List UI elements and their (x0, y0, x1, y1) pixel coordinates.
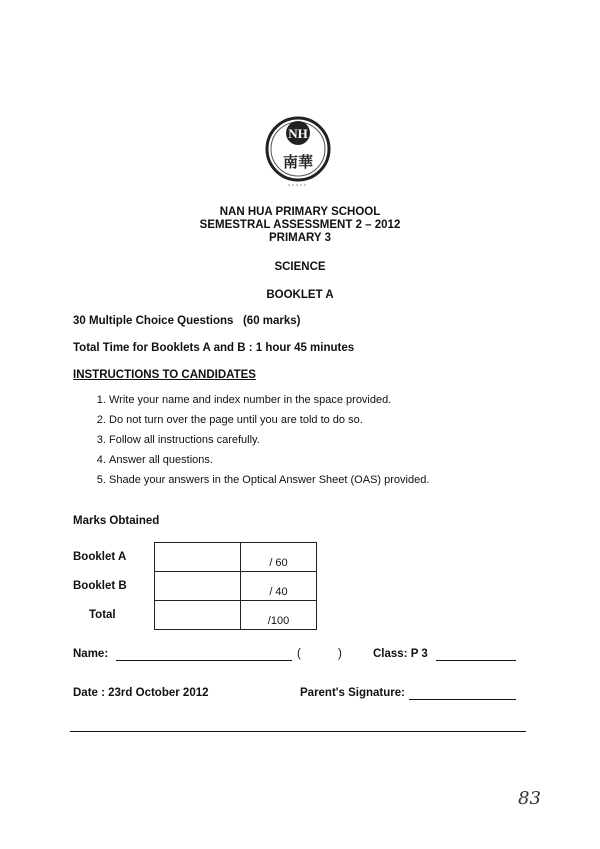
table-row (73, 572, 317, 601)
instruction-item: 4. Answer all questions. (109, 450, 429, 470)
logo-initials: NH (288, 126, 308, 141)
class-field[interactable] (436, 648, 516, 661)
signature-label: Parent's Signature: (300, 687, 405, 699)
out-of-cell: / 40 (241, 572, 317, 601)
instruction-item: 5. Shade your answers in the Optical Answer Sheet (OAS) provided. (109, 470, 429, 490)
date-label: Date : 23rd October 2012 (73, 687, 209, 699)
total-time: Total Time for Booklets A and B : 1 hour 45 minutes (73, 342, 355, 354)
score-cell[interactable] (155, 601, 241, 630)
index-paren-open: ( (297, 648, 301, 660)
instructions-heading: INSTRUCTIONS TO CANDIDATES (73, 369, 256, 381)
marks-table (73, 542, 317, 630)
index-paren-close: ) (338, 648, 342, 660)
instruction-item: 3. Follow all instructions carefully. (109, 430, 429, 450)
score-cell[interactable] (155, 572, 241, 601)
instruction-item: 1. Write your name and index number in the space provided. (109, 390, 429, 410)
table-row (73, 601, 317, 630)
row-label: Booklet B (73, 580, 127, 592)
score-cell[interactable] (155, 543, 241, 572)
out-of-cell: / 60 (241, 543, 317, 572)
out-of-cell: /100 (241, 601, 317, 630)
row-label: Total (89, 609, 116, 621)
signature-field[interactable] (409, 687, 516, 700)
index-number-field[interactable] (304, 648, 334, 660)
table-row (73, 543, 317, 572)
handwritten-page-mark: 83 (518, 788, 541, 809)
booklet-title: BOOKLET A (266, 289, 334, 301)
school-logo (264, 115, 332, 191)
row-label: Booklet A (73, 551, 127, 563)
subject: SCIENCE (274, 261, 326, 273)
instruction-item: 2. Do not turn over the page until you are told to do so. (109, 410, 429, 430)
school-name: NAN HUA PRIMARY SCHOOL (219, 206, 381, 218)
instructions-list (73, 390, 429, 490)
name-field[interactable] (116, 648, 292, 661)
questions-info: 30 Multiple Choice Questions (60 marks) (73, 315, 301, 327)
name-label: Name: (73, 648, 109, 660)
divider-line (70, 731, 526, 732)
logo-chinese: 南華 (282, 153, 314, 171)
assessment-title: SEMESTRAL ASSESSMENT 2 – 2012 (199, 219, 401, 231)
marks-heading: Marks Obtained (73, 515, 160, 527)
level: PRIMARY 3 (269, 232, 331, 244)
class-label: Class: P 3 (373, 648, 428, 660)
